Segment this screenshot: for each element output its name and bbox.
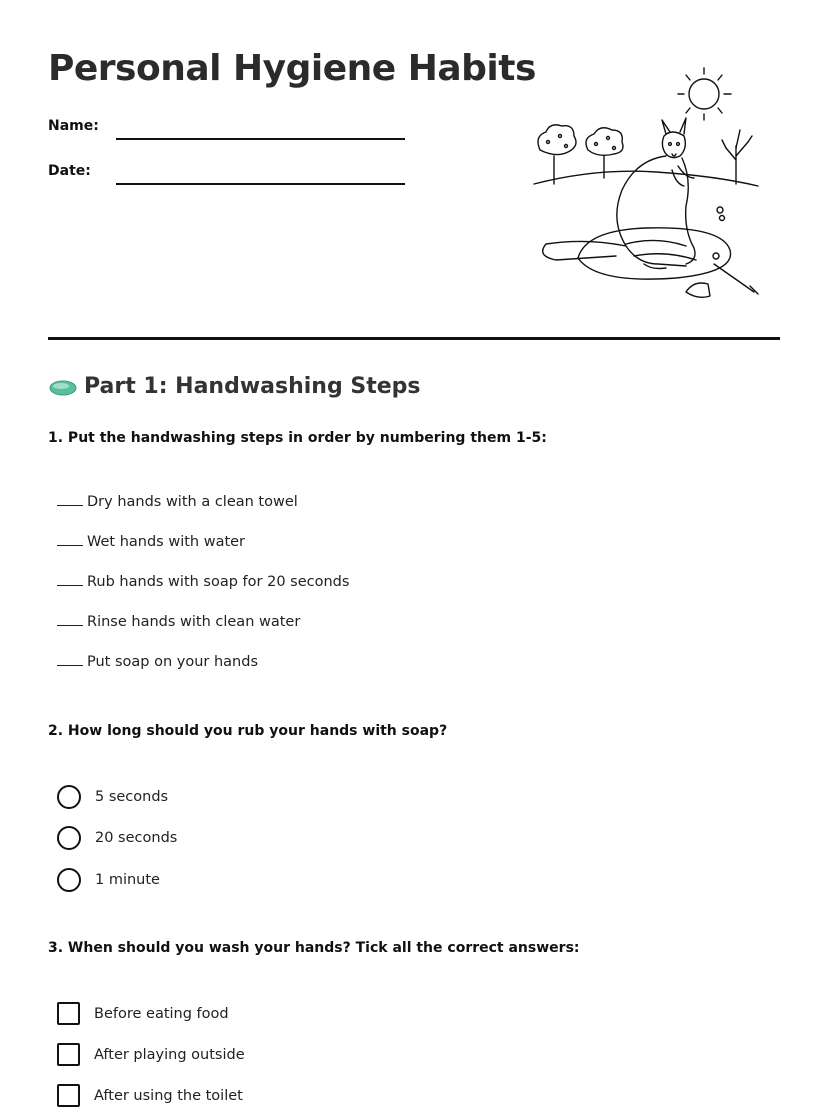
- checkbox[interactable]: [57, 1084, 80, 1107]
- option-label: Before eating food: [94, 1005, 229, 1022]
- question-2: 2. How long should you rub your hands with soap?: [48, 723, 448, 739]
- step-text: Wet hands with water: [87, 534, 246, 550]
- date-label: Date:: [48, 163, 91, 179]
- tree-icon: [538, 125, 576, 184]
- number-blank[interactable]: [57, 534, 83, 546]
- section-divider: [48, 337, 780, 340]
- option-label: After using the toilet: [94, 1087, 243, 1104]
- question-1: 1. Put the handwashing steps in order by numbering them 1-5:: [48, 430, 547, 446]
- question-3: 3. When should you wash your hands? Tick all the correct answers:: [48, 940, 580, 956]
- tree-icon: [586, 128, 623, 178]
- worksheet-title: Personal Hygiene Habits: [48, 48, 536, 89]
- radio-option[interactable]: [57, 868, 160, 892]
- name-label: Name:: [48, 118, 99, 134]
- soap-icon: [48, 376, 78, 398]
- order-step[interactable]: [57, 494, 298, 510]
- option-label: 5 seconds: [95, 789, 169, 805]
- part1-title: Part 1: Handwashing Steps: [84, 374, 421, 399]
- checkbox[interactable]: [57, 1043, 80, 1066]
- checkbox[interactable]: [57, 1002, 80, 1025]
- checkbox-option[interactable]: [57, 1084, 243, 1107]
- part1-heading: [48, 374, 421, 399]
- option-label: After playing outside: [94, 1046, 245, 1063]
- number-blank[interactable]: [57, 574, 83, 586]
- radio-button[interactable]: [57, 785, 81, 809]
- kangaroo-illustration: [526, 60, 766, 305]
- step-text: Rub hands with soap for 20 seconds: [87, 574, 350, 590]
- order-step[interactable]: [57, 654, 258, 670]
- date-field-line[interactable]: [116, 183, 405, 185]
- checkbox-option[interactable]: [57, 1002, 229, 1025]
- option-label: 1 minute: [95, 872, 160, 888]
- step-text: Dry hands with a clean towel: [87, 494, 298, 510]
- number-blank[interactable]: [57, 614, 83, 626]
- radio-option[interactable]: [57, 785, 168, 809]
- order-step[interactable]: [57, 574, 349, 590]
- order-step[interactable]: [57, 534, 245, 550]
- order-step[interactable]: [57, 614, 300, 630]
- option-label: 20 seconds: [95, 830, 178, 846]
- bare-tree-icon: [722, 130, 752, 184]
- kangaroo-icon: [543, 118, 695, 269]
- radio-option[interactable]: [57, 826, 177, 850]
- sun-icon: [678, 68, 731, 120]
- radio-button[interactable]: [57, 826, 81, 850]
- name-field-line[interactable]: [116, 138, 405, 140]
- checkbox-option[interactable]: [57, 1043, 245, 1066]
- step-text: Rinse hands with clean water: [87, 614, 301, 630]
- number-blank[interactable]: [57, 654, 83, 666]
- radio-button[interactable]: [57, 868, 81, 892]
- number-blank[interactable]: [57, 494, 83, 506]
- step-text: Put soap on your hands: [87, 654, 259, 670]
